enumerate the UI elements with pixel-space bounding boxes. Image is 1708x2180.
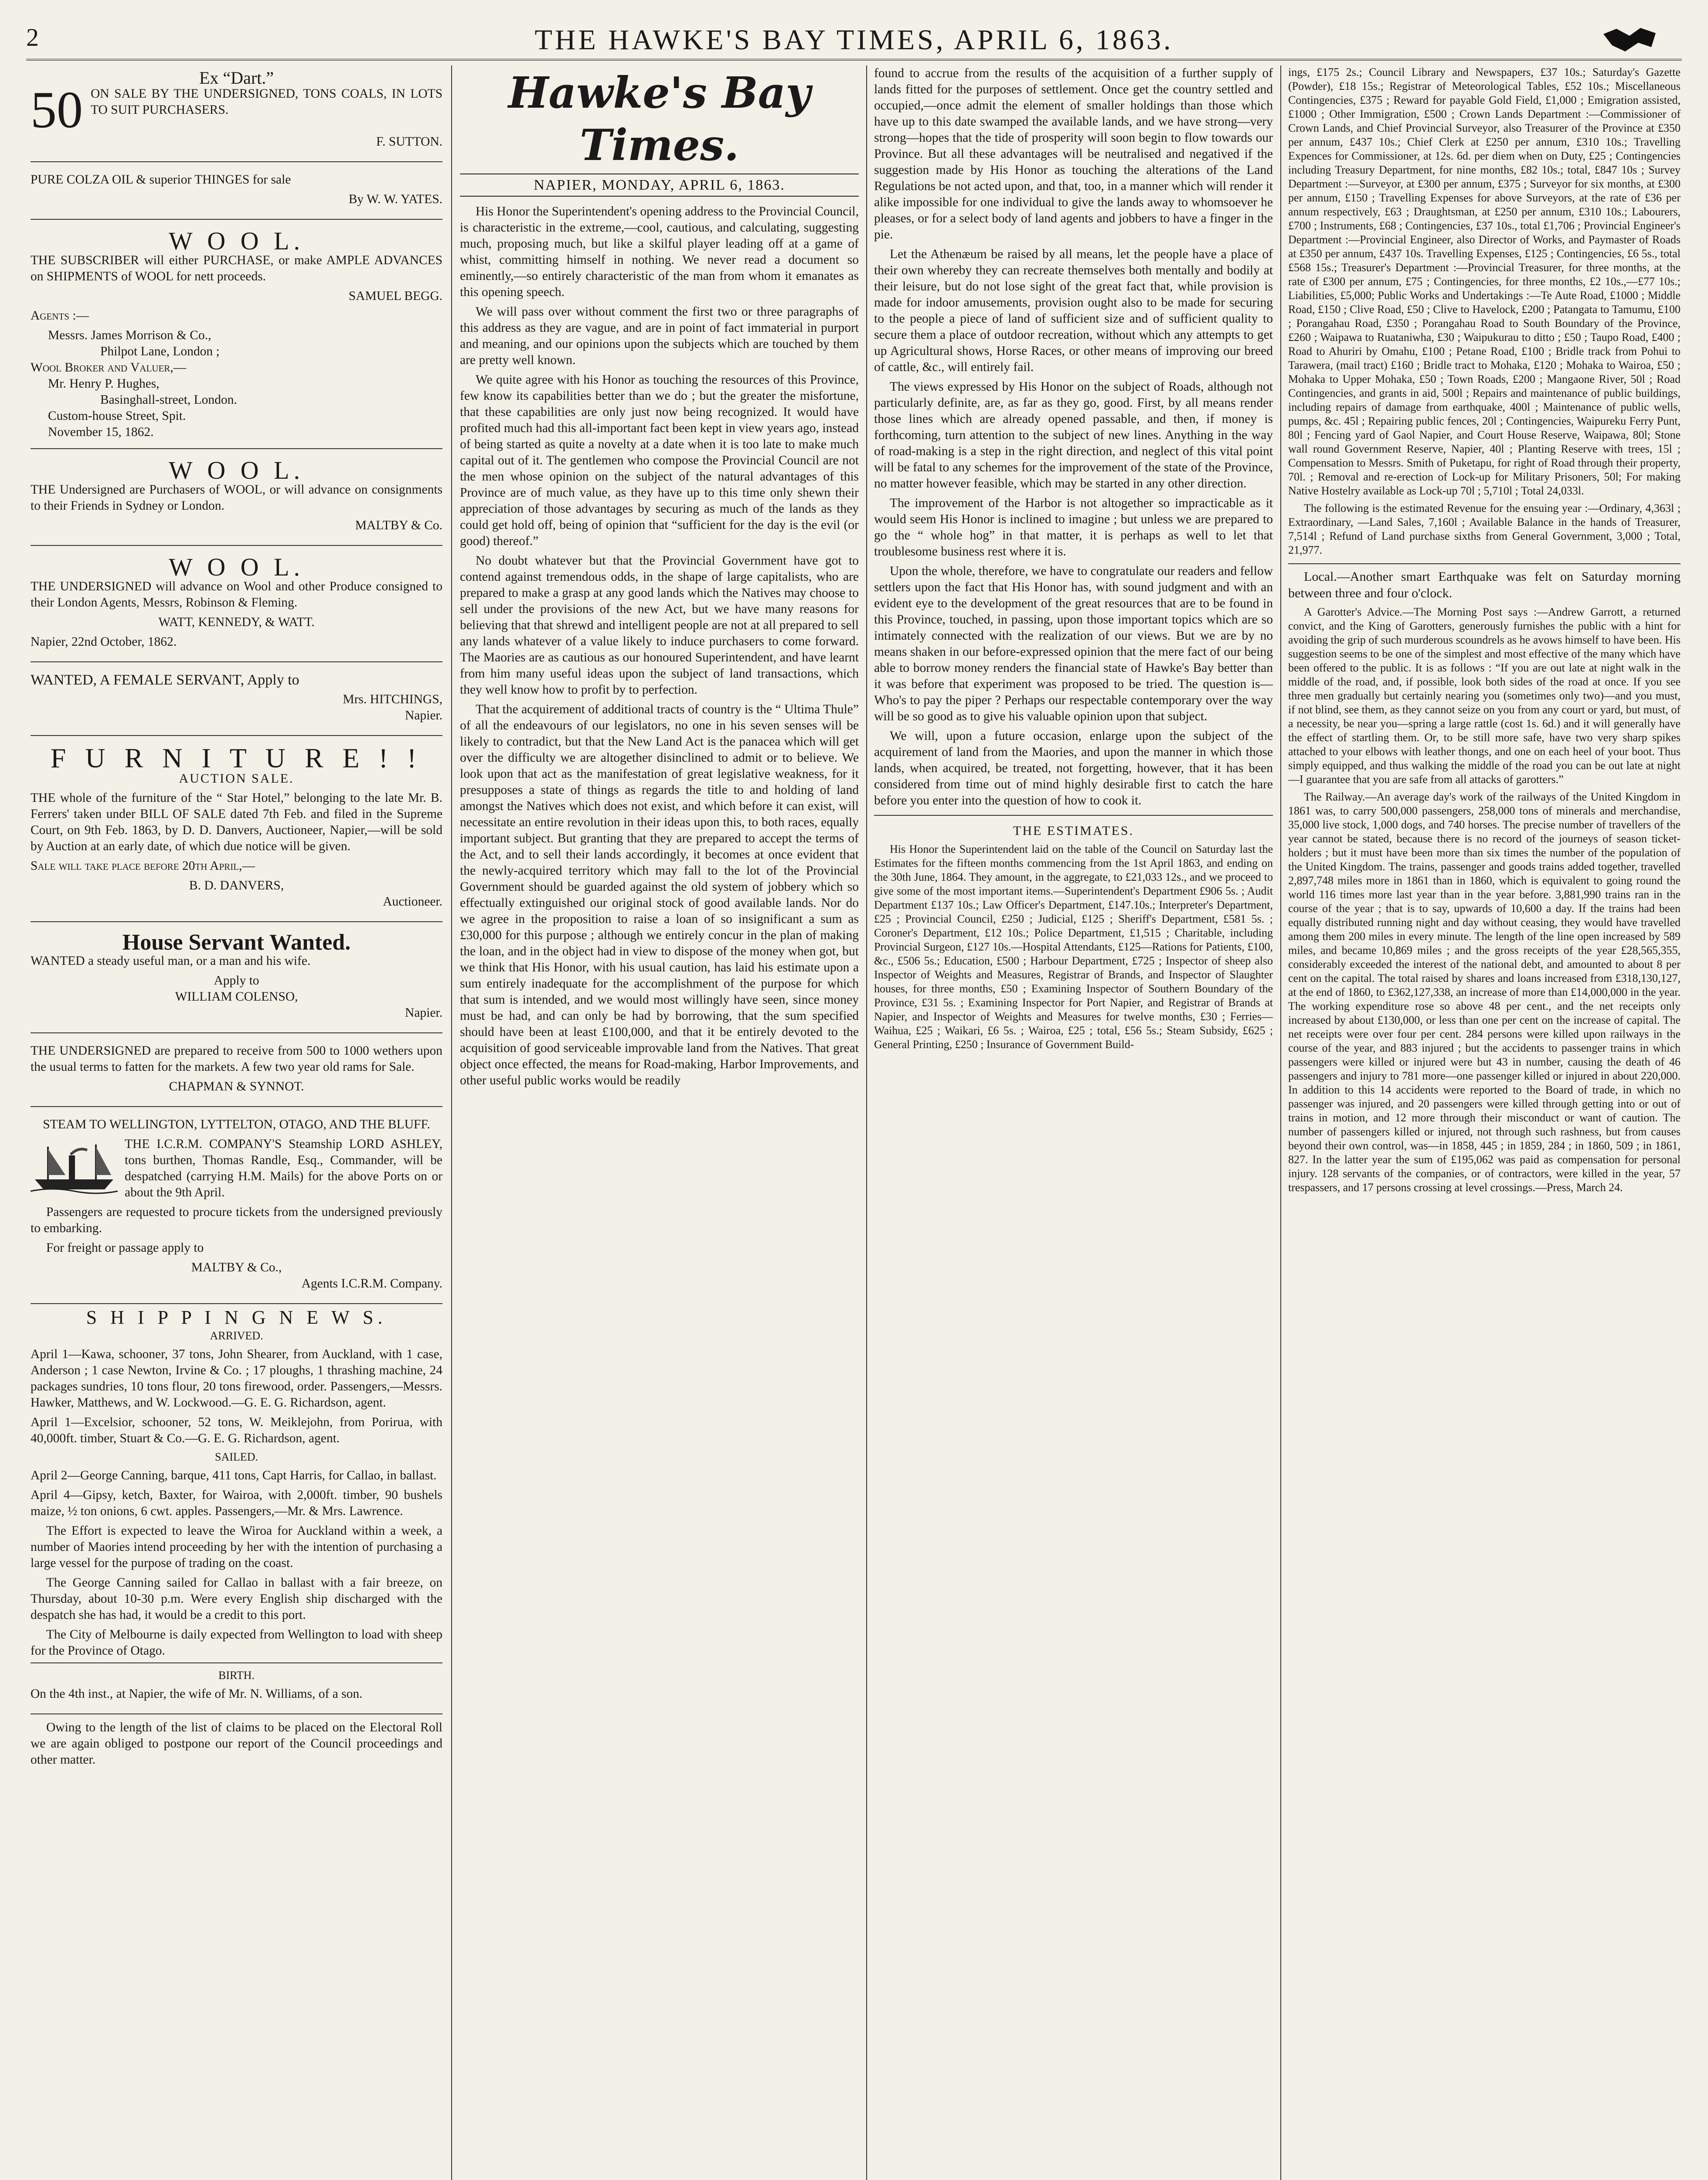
ad-text: THE Undersigned are Purchasers of WOOL, or will advance on consignments to their Friends in Sydney or London. — [31, 483, 442, 513]
leader-paragraph: We quite agree with his Honor as touching the resources of this Province, few know its capabilities better than we do ; but the greater the misfortune, that these capabilities are only just now being recognized. It would have profited much had this all-important fact been kept in view years ago, instead of being started as quite a novelty at a date when it is too late to make much capital out of it. The gentlemen who compose the Provincial Council are not the men whose opinion on the subject of the natural advantages of this Province are of much value, as they have up to this time only shewn their appreciation of those advantages by securing as much of the lands as they could get hold off, being of opinion that “sufficient for the day is the evil (or good) thereof.” — [460, 373, 859, 548]
ad-signature: MALTBY & Co. — [355, 518, 442, 532]
leader-paragraph: No doubt whatever but that the Provincial Government have got to contend against tremendous odds, in the shape of large capitalists, who are prepared to make a grasp at any good lands which the Natives may choose to sell under the provisions of the new Act, but we have many reasons for believing that that shrewd and intelligent people are not at all prepared to sell any lands whatever of a value likely to induce purchasers to come forward. The Maories are as cautious as our honoured Superintendent, and have learnt from him many useful ideas upon the subject of land transactions, which they well know how to profit by to perfection. — [460, 554, 859, 697]
leader-paragraph: We will, upon a future occasion, enlarge upon the subject of the acquirement of land from the Maories, and upon the manner in which those lands, when acquired, be treated, not forgetting, however, that it has been considered from time out of mind highly desirable first to catch the hare before you enter into the question of how to cook it. — [874, 729, 1273, 807]
ad-heading: F U R N I T U R E ! ! — [50, 743, 423, 773]
ad-heading: House Servant Wanted. — [122, 930, 351, 955]
ad-signature: Napier. — [405, 1006, 442, 1020]
leader-paragraph: found to accrue from the results of the acquisition of a further supply of lands fitted for the purposes of settlement. Once get the country settled and occupied,—once admit the element of smaller holdings than those which have up to this date swamped the available lands, and we have strong—very strong—hopes that the tide of prosperity will soon begin to flow towards our Province. But all these advantages will be neutralised and negatived if the suggestion made by His Honor as touching the alterations of the Land Regulations be not acted upon, and that, too, in a manner which will render it alike impossible for one individual to give the lands away to whomsoever he pleases, or for a select body of land agents and jobbers to have a finger in the pie. — [874, 66, 1273, 242]
ad-text: WANTED a steady useful man, or a man and his wife. — [31, 954, 311, 968]
ad-wool-maltby — [31, 454, 442, 546]
leader-paragraph: The improvement of the Harbor is not altogether so impracticable as it would seem His Honor is inclined to imagine ; but unless we are prepared to go the “ whole hog” in that matter, it is perhaps as well to let that troublesome business rest where it is. — [874, 496, 1273, 559]
ad-furniture-auction — [31, 741, 442, 922]
revenue-text: The following is the estimated Revenue for the ensuing year :—Ordinary, 4,363l ; Extraordinary, —Land Sales, 7,160l ; Available Balance in the hands of Treasurer, 7,514l ; Refund of Land purchase sixths from General Government, 3,000 ; Total, 21,977. — [1288, 502, 1681, 556]
ad-female-servant — [31, 668, 442, 736]
ad-signature: Mrs. HITCHINGS, — [343, 692, 442, 706]
page-number: 2 — [26, 23, 39, 51]
ad-agent-line: Mr. Henry P. Hughes, — [48, 377, 160, 391]
estimates-text: His Honor the Superintendent laid on the table of the Council on Saturday last the Estimates for the fifteen months commencing from the 1st April 1863, and ending on the 30th June, 1864. They amount, in the aggregate, to £21,033 12s., and we proceed to give some of the most important items.—Superintendent's Department £906 5s. ; Audit Department £137 10s.; Law Officer's Department, £147.10s.; Interpreter's Department, £25 ; Provincial Council, £250 ; Judicial, £125 ; Sheriff's Department, £581 5s. ; Coroner's Department, £12 10s.; Police Department, £1,515 ; Charitable, including Provincial Surgeon, £127 10s.—Hospital Attendants, £125—Rations for Patients, £100, &c., £506 5s.; Education, £500 ; Harbour Department, £725 ; Inspector of sheep also Inspector of Weights and Measures, Registrar of Brands, and Inspector of Slaughter houses, for three months, £50 ; Examining Inspector of Southern Boundary of the Province, £31 5s. ; Examining Inspector for Port Napier, and Registrar of Brands at Napier, and Inspector of Weights and Measures for twelve months, £30 ; Ferries—Waihua, £25 ; Waikari, £6 5s. ; Wairoa, £25 ; total, £56 5s.; Steam Subsidy, £625 ; General Printing, £250 ; Insurance of Government Build- — [874, 843, 1273, 1051]
shipping-subhead: ARRIVED. — [210, 1329, 263, 1342]
ad-text: THE SUBSCRIBER will either PURCHASE, or make AMPLE ADVANCES on SHIPMENTS of WOOL for nett proceeds. — [31, 253, 442, 283]
birth-heading: BIRTH. — [218, 1669, 255, 1682]
shipping-item: April 4—Gipsy, ketch, Baxter, for Wairoa, with 2,000ft. timber, 90 bushels maize, ½ ton onions, 6 cwt. apples. Passengers,—Mr. & Mrs. Lawrence. — [31, 1488, 442, 1518]
ad-text: WANTED, A FEMALE SERVANT, Apply to — [31, 672, 299, 688]
birth-notice — [31, 1662, 442, 1714]
ad-signature: SAMUEL BEGG. — [348, 289, 442, 303]
column-news — [1288, 65, 1681, 2180]
column-leader-continued — [874, 65, 1273, 2180]
ad-signature: By W. W. YATES. — [348, 192, 442, 206]
shipping-note: The George Canning sailed for Callao in ballast with a fair breeze, on Thursday, about 10-30 p.m. Were every English ship discharged with the despatch she has had, it would be a credit to this port. — [31, 1576, 442, 1622]
news-railway: The Railway.—An average day's work of the railways of the United Kingdom in 1861 was, to carry 500,000 passengers, 258,000 tons of minerals and merchandise, 35,000 live stock, 1,000 dogs, and 740 horses. The precise number of travellers of the year cannot be stated, because there is no record of the journeys of season ticket-holders ; but it must have been more than six times the number of the population of the United Kingdom. The trains, passenger and goods trains added together, travelled 2,897,748 miles more in 1861 than in 1860, which is equivalent to going round the world 116 times more last year than in the year before. 3,881,990 trains ran in the course of the year ; that is to say, upwards of 10,600 a day. If the trains had been equally distributed running night and day without ceasing, they would have travelled among them 200 miles in every minute. The length of the line open increased by 589 miles, and became 10,869 miles ; and the gross receipts of the year £28,565,355, considerably exceeded the interest of the national debt, and amounted to about 8 per cent on the capital. The total raised by shares and loans increased from £318,130,127, at the end of 1860, to £362,127,338, an increase of more than £14,000,000 in the year. The working expenditure rose so above 48 per cent., and the net receipts only increased by about £130,000, or less than one per cent on the increase of capital. The net receipts were over four per cent. 284 persons were killed upon railways in the course of the year, and 883 injured ; but the accidents to passenger trains in which passengers were killed or injured were but 43 in number, causing the death of 46 passengers and injury to 781 more—one passenger killed or injured in about 220,000. In addition to this 14 accidents were reported to the Board of trade, in which no passenger was injured, and 20 passengers were killed through getting into or out of trains in motion, and 12 more through their misconduct or want of caution. The number of passengers killed or injured, not through such rashness, but from causes beyond their own control, was—in 1858, 445 ; in 1859, 284 ; in 1860, 509 ; in 1861, 827. In the latter year the sum of £195,062 was paid as compensation for personal injury. 128 servants of the companies, or of contractors, were killed in the year, 57 trespassers, and 17 persons crossing at level crossings.—Press, March 24. — [1288, 790, 1681, 1194]
ad-heading: W O O L. — [169, 553, 304, 581]
torn-corner-icon — [1599, 25, 1660, 56]
shipping-news — [31, 1309, 442, 1659]
ad-signature: Napier. — [405, 708, 442, 722]
shipping-item: April 1—Kawa, schooner, 37 tons, John Shearer, from Auckland, with 1 case, Anderson ; 1 case Newton, Irvine & Co. ; 17 ploughs, 1 thrashing machine, 24 packages sundries, 10 tons flour, 20 tons firewood, order. Passengers,—Messrs. Hawker, Matthews, and W. Lockwood.—G. E. G. Richardson, agent. — [31, 1347, 442, 1410]
birth-text: On the 4th inst., at Napier, the wife of Mr. N. Williams, of a son. — [31, 1687, 363, 1701]
ad-wethers — [31, 1039, 442, 1107]
ad-signature: B. D. DANVERS, — [189, 879, 284, 892]
editorial-notice: Owing to the length of the list of claims to be placed on the Electoral Roll we are again obliged to postpone our report of the Council proceedings and other matter. — [31, 1720, 442, 1767]
masthead-title: THE HAWKE'S BAY TIMES, APRIL 6, 1863. — [534, 24, 1174, 56]
ad-signature: CHAPMAN & SYNNOT. — [169, 1080, 304, 1093]
shipping-note: The City of Melbourne is daily expected from Wellington to load with sheep for the Province of Otago. — [31, 1628, 442, 1658]
ad-text: THE I.C.R.M. COMPANY'S Steamship LORD ASHLEY, tons burthen, Thomas Randle, Esq., Commander, will be despatched (carrying H.M. Mails) for the above Ports on or about the 9th April. — [125, 1137, 442, 1199]
steamship-icon — [31, 1138, 118, 1195]
ad-heading: W O O L. — [169, 227, 304, 255]
ad-subheading: AUCTION SALE. — [179, 771, 294, 786]
ad-house-servant — [31, 927, 442, 1033]
shipping-note: The Effort is expected to leave the Wiroa for Auckland within a week, a number of Maories intend proceeding by her with the intention of purchasing a large vessel for the purpose of trading on the coast. — [31, 1524, 442, 1570]
ad-signature: MALTBY & Co., — [191, 1260, 282, 1274]
ad-title: Ex “Dart.” — [199, 68, 274, 88]
column-rule — [866, 65, 867, 2180]
estimates-text: ings, £175 2s.; Council Library and Newspapers, £37 10s.; Saturday's Gazette (Powder), £18 15s.; Registrar of Meteorological Tables, £52 10s.; Miscellaneous Contingencies, £375 ; Reward for payable Gold Field, £1,000 ; Emigration assisted, £1000 ; Other Immigration, £500 ; Crown Lands Department :—Commissioner of Crown Lands, and Chief Provincial Surveyor, also Treasurer of the Province at £350 per annum, £437 10s.; Chief Clerk at £250 per annum, £310 10s.; Travelling Expences for Commissioner, at 12s. 6d. per diem when on Duty, £25 ; Contingencies including Treasury Department, for nine months, £82 10s.; total, £847 10s ; Survey Department :—Surveyor, at £300 per annum, £375 ; Surveyor for six months, at £300 per annum, £150 ; Travelling Expenses for above Surveyors, at the rate of £36 per annum respectively, £63 ; Draughtsman, at £250 per annum, £310 10s.; Labourers, £700 ; Instruments, £68 ; Contingencies, £37 10s., total £1,706 ; Provincial Engineer's Department :—Provincial Engineer, also Director of Works, and Paymaster of Roads at £350 per annum, £437 10s. Travelling Expenses, £125 ; Contingencies, £6 5s., total £568 15s.; Treasurer's Department :—Provincial Treasurer, for three months, at the rate of £300 per annum, £75 ; Contingencies, for three months, £2 10s.,—£77 10s.; Liabilities, £5,000; Public Works and Undertakings :—Te Aute Road, £1000 ; Middle Road, £150 ; Clive Road, £50 ; Clive to Havelock, £200 ; Patangata to Tamumu, £100 ; Porangahau Road, £350 ; Porangahau Road to South Boundary of the Province, £260 ; Waipawa to Ruataniwha, £30 ; Waipukurau to ditto ; £50 ; Taupo Road, £400 ; Road to Ahuriri by Omahu, £100 ; Petane Road, £100 ; Bridle track from Pohui to Tarawera, (mail tract) £160 ; Bridle tract to Mohaka, £120 ; Mohaka to Wairoa, £50 ; Mohaka to Upper Mohaka, £50 ; Town Roads, £200 ; Mangaone River, 50l ; Road Contingencies, and grants in aid, 500l ; Repairs and maintenance of public buildings, including repairs of damage from earthquake, 400l ; Maintenance of public wells, pumps, &c. 45l ; Repairing public fences, 20l ; Contingencies, Waipureku Ferry Punt, 80l ; Fencing yard of Gaol Napier, and Court House Reserve, Waipawa, 80l; Stone wall round Government Reserve, Napier, 40l ; Planting Reserve with trees, 15l ; Compensation to Messrs. Smith of Puketapu, for right of Road through their property, 70l. ; Removal and re-erection of Lock-up for Military Prisoners, 50l; For making Native Hostelry available as Lock-up 70l ; 5,710l ; Total 24,033l. — [1288, 66, 1681, 497]
ad-text: THE whole of the furniture of the “ Star Hotel,” belonging to the late Mr. B. Ferrers' taken under BILL OF SALE dated 7th Feb. and filed in the Supreme Court, on 9th Feb. 1863, by D. D. Danvers, Auctioneer, Napier,—will be sold by Auction at an early date, of which due notice will be given. — [31, 791, 442, 853]
page-header — [26, 17, 1682, 61]
ad-signature: F. SUTTON. — [376, 135, 442, 149]
ad-agent-line: Custom-house Street, Spit. — [48, 409, 186, 423]
leader-paragraph: We will pass over without comment the first two or three paragraphs of this address as they are vague, and are in point of fact immaterial in purport and meaning, and our opinions upon the subjects which are touched by them are pretty well known. — [460, 305, 859, 367]
estimates-heading: THE ESTIMATES. — [1013, 824, 1134, 838]
column-leader — [460, 65, 859, 2180]
paper-name: Hawke's Bay Times. — [508, 68, 811, 170]
ad-text: ON SALE BY THE UNDERSIGNED, TONS COALS, IN LOTS TO SUIT PURCHASERS. — [91, 87, 442, 117]
ad-text: PURE COLZA OIL & superior THINGES for sale — [31, 173, 291, 187]
ad-heading: W O O L. — [169, 456, 304, 484]
column-rule — [1280, 65, 1281, 2180]
column-advertisements — [31, 65, 442, 2180]
ad-heading: STEAM TO WELLINGTON, LYTTELTON, OTAGO, AND THE BLUFF. — [43, 1117, 430, 1131]
ad-signature: WILLIAM COLENSO, — [175, 990, 298, 1004]
ad-ship-block — [31, 1136, 442, 1204]
ad-dart-coals — [31, 65, 442, 162]
ad-signature: Auctioneer. — [383, 895, 442, 909]
ad-colza-oil — [31, 167, 442, 220]
ad-text: Passengers are requested to procure tickets from the undersigned previously to embarking. — [31, 1205, 442, 1235]
ad-text: THE UNDERSIGNED will advance on Wool and other Produce consigned to their London Agents, Messrs, Robinson & Fleming. — [31, 579, 442, 610]
ad-agent-line: Basinghall-street, London. — [100, 393, 237, 407]
ad-wool-watt — [31, 551, 442, 662]
leader-paragraph: The views expressed by His Honor on the subject of Roads, although not particularly definite, are, as far as they go, good. First, by all means render those lines which are already opened passable, and then, if money is forthcoming, turn attention to the subject of new lines. Anything in the way of road-making is a step in the right direction, and neglect of this vital point will be fatal to any schemes for the improvement of the state of the Province, no matter however feasible, which may be started in any other direction. — [874, 380, 1273, 490]
ad-agent-line: Philpot Lane, London ; — [100, 344, 220, 358]
ad-signature: Agents I.C.R.M. Company. — [301, 1277, 442, 1291]
ad-number: 50 — [31, 81, 83, 139]
leader-paragraph: His Honor the Superintendent's opening address to the Provincial Council, is characteristic in the extreme,—cool, cautious, and calculating, suggesting much, proposing much, but like a skilful player leading off at a game of whist, committing himself in nothing. We never read a document so eminently,—so entirely characteristic of the man from whom it emanates as this opening speech. — [460, 204, 859, 299]
shipping-item: April 2—George Canning, barque, 411 tons, Capt Harris, for Callao, in ballast. — [31, 1468, 437, 1482]
ad-signature: WATT, KENNEDY, & WATT. — [158, 615, 315, 629]
divider — [1288, 563, 1681, 564]
ad-note: Sale will take place before 20th April,— — [31, 859, 255, 873]
ad-text: For freight or passage apply to — [46, 1241, 204, 1255]
ad-steam — [31, 1112, 442, 1304]
column-rule — [451, 65, 452, 2180]
leader-paragraph: Let the Athenæum be raised by all means, let the people have a place of their own whereby they can recreate themselves both mentally and bodily at their leisure, but do not lose sight of the great fact that, while provision is made for indoor amusements, provision ought also to be made for securing to the people a piece of land of sufficient size and of sufficient quality to secure them a place of outdoor recreation, without which any attempts to get up Agricultural shows, Horse Races, or other means of improving our breed of cattle, &c., will entirely fail. — [874, 247, 1273, 374]
ad-agents-label: Agents :— — [31, 309, 89, 323]
estimates-section — [874, 815, 1273, 1052]
ad-agent-line: Messrs. James Morrison & Co., — [48, 328, 211, 342]
ad-wool-begg — [31, 225, 442, 449]
news-garotter: A Garotter's Advice.—The Morning Post says :—Andrew Garrott, a returned convict, and the King of Garotters, generously furnishes the public with a hint for avoiding the grip of such murderous scoundrels as he avows himself to have been. His suggestion seems to be one of the simplest and most effective of the many which have been offered to the public. It is as follows : “If you are out late at night walk in the middle of the road, and, if possible, look both sides of the road at once. If you see three men gradually but certainly nearing you (sometimes only two)—and you must, if not blind, see them, as they cannot seize on you from any court or yard, but must, of a necessity, be near you—spring a large rattle (cost 1s. 6d.) and it will generally have the effect of startling them. Or, to be still more safe, have two very sharp spikes attached to your elbows with leather thongs, and one on each heel of your boot. Thus simply equipped, and thus walking the middle of the road you can be out late at night—I guarantee that you are safe from all attacks of garotters.” — [1288, 606, 1681, 786]
ad-date: Napier, 22nd October, 1862. — [31, 635, 177, 649]
ad-agent-line: Wool Broker and Valuer,— — [31, 361, 187, 375]
ad-text: THE UNDERSIGNED are prepared to receive from 500 to 1000 wethers upon the usual terms to fatten for the markets. A few two year old rams for Sale. — [31, 1044, 442, 1074]
dateline: NAPIER, MONDAY, APRIL 6, 1863. — [460, 174, 859, 197]
leader-paragraph: That the acquirement of additional tracts of country is the “ Ultima Thule” of all the endeavours of our legislators, no one in his seven senses will be likely to contradict, but that the New Land Act is the panacea which will get over the difficulty we are altogether disinclined to admit or to believe. We look upon that act as the manifestation of great legislative weakness, for it presupposes a state of things as regards the title to and holding of land amongst the Natives which does not exist, and which before it can exist, will necessitate an entire revolution in their ideas upon this, to both races, equally important subject. But granting that they are prepared to accept the terms of the Act, and to sell their lands accordingly, it becomes at once evident that the newly-acquired territory which may fall to the lot of the Provincial Government should be guarded against the old system of jobbery which so effectually extinguished our original stock of good available lands. Nor do we agree in the proposition to raise a loan of so insignificant a sum as £30,000 for this purpose ; although we entirely concur in the plan of making the loan, and in the object had in view to dispose of the money when got, but we think that His Honor, with his usual caution, has laid his estimate upon a sum entirely inadequate for the accomplishment of the purpose for which that sum is intended, and we would most willingly have seen, since money must be had, and can only be had by borrowing, that the sum specified should have been at least £100,000, and that it be entirely devoted to the acquisition of good serviceable improvable land from the Natives. That great object once effected, the means for Road-making, Harbor Improvements, and other useful public works would be readily — [460, 702, 859, 1087]
shipping-item: April 1—Excelsior, schooner, 52 tons, W. Meiklejohn, from Porirua, with 40,000ft. timber, Stuart & Co.—G. E. G. Richardson, agent. — [31, 1415, 442, 1445]
ad-apply: Apply to — [214, 974, 259, 988]
shipping-subhead: SAILED. — [215, 1451, 258, 1463]
shipping-heading: S H I P P I N G N E W S. — [86, 1307, 387, 1328]
ad-date: November 15, 1862. — [48, 425, 154, 439]
news-local: Local.—Another smart Earthquake was felt on Saturday morning between three and four o'clock. — [1288, 569, 1681, 600]
leader-paragraph: Upon the whole, therefore, we have to congratulate our readers and fellow settlers upon the fact that His Honor has, with sound judgment and with an evident eye to the development of the great resources that are to be found in this Province, touched, in passing, upon those important topics which are so intimately connected with the realization of our views. But we are by no means shaken in our before-expressed opinion that the mere fact of our being able to borrow money renders the financial state of Hawke's Bay better than it was before that experiment was proposed to be tried. The question is—Who's to pay the piper ? Perhaps our respectable contemporary over the way will be so good as to give his valuable opinion upon that subject. — [874, 564, 1273, 723]
